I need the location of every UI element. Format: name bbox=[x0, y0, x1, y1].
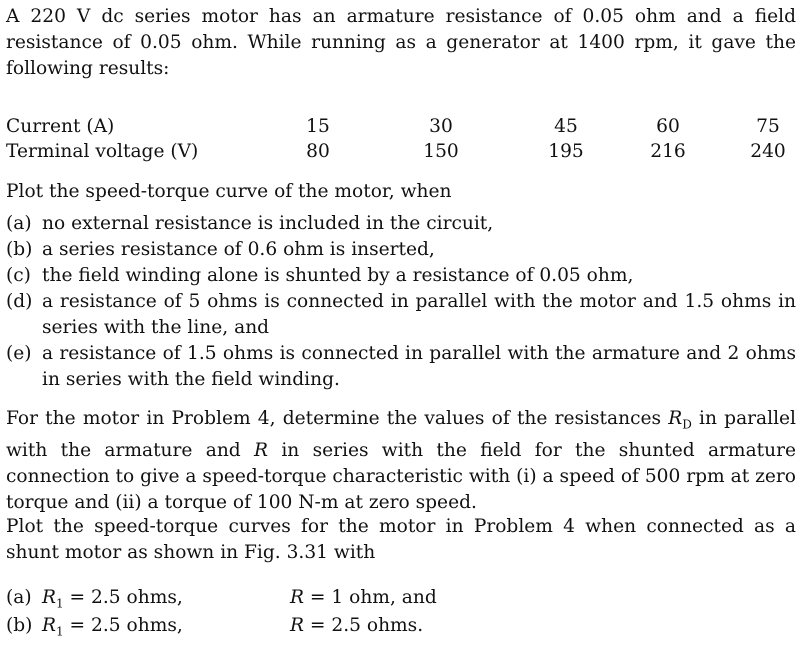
list-marker: (b) bbox=[6, 615, 33, 636]
subscript-1: 1 bbox=[56, 624, 64, 639]
list-marker: (a) bbox=[6, 213, 32, 234]
table-cell: 45 bbox=[554, 116, 578, 137]
symbol-r: R bbox=[668, 408, 683, 429]
text-run: = 2.5 ohms, bbox=[63, 615, 183, 636]
row-label: Current (A) bbox=[6, 116, 115, 137]
list-item-text: no external resistance is included in the circuit, bbox=[42, 213, 494, 234]
list-marker: (b) bbox=[6, 239, 33, 260]
list-item bbox=[6, 237, 796, 263]
symbol-r: R bbox=[290, 587, 304, 608]
list-item bbox=[6, 584, 796, 612]
plot-prompt: Plot the speed-torque curve of the motor, when bbox=[6, 181, 452, 202]
problem-5-text bbox=[6, 406, 796, 516]
option-list bbox=[6, 584, 796, 640]
text-run: in parallel with the armature and bbox=[6, 408, 796, 461]
table-cell: 75 bbox=[756, 116, 780, 137]
subscript-d: D bbox=[682, 417, 692, 432]
list-item bbox=[6, 612, 796, 640]
r1-value bbox=[42, 612, 183, 646]
table-cell: 80 bbox=[306, 141, 330, 162]
text-run: = 2.5 ohms, bbox=[63, 587, 183, 608]
text-run: = 1 ohm, and bbox=[304, 587, 437, 608]
list-item bbox=[6, 341, 796, 393]
symbol-r: R bbox=[254, 439, 269, 461]
list-item-text: a resistance of 1.5 ohms is connected in parallel with the armature and 2 ohms in series with the field winding. bbox=[42, 343, 796, 390]
table-row-voltage bbox=[6, 139, 796, 164]
problem-intro: A 220 V dc series motor has an armature resistance of 0.05 ohm and a field resistance of 0.05 ohm. While running as a generator at 1400 rpm, it gave the following results: bbox=[6, 6, 796, 79]
table-cell: 30 bbox=[429, 116, 453, 137]
table-cell: 240 bbox=[750, 141, 786, 162]
list-marker: (e) bbox=[6, 343, 32, 364]
symbol-r: R bbox=[290, 615, 304, 636]
list-item bbox=[6, 289, 796, 341]
list-marker: (d) bbox=[6, 291, 33, 312]
text-run: in series with the field for the shunted armature connection to give a speed-torque characteristic with (i) a speed of 500 rpm at zero torque and (ii) a torque of 100 N-m at zero speed. bbox=[6, 439, 796, 513]
text-run: = 2.5 ohms. bbox=[304, 615, 424, 636]
table-cell: 15 bbox=[306, 116, 330, 137]
row-label: Terminal voltage (V) bbox=[6, 141, 199, 162]
table-row-current bbox=[6, 114, 796, 139]
problem-6-text: Plot the speed-torque curves for the motor in Problem 4 when connected as a shunt motor as shown in Fig. 3.31 with bbox=[6, 516, 796, 563]
r-value bbox=[290, 584, 437, 612]
list-item-text: a series resistance of 0.6 ohm is inserted, bbox=[42, 239, 435, 260]
table-cell: 60 bbox=[656, 116, 680, 137]
symbol-r: R bbox=[42, 615, 56, 636]
case-list bbox=[6, 211, 796, 393]
list-marker: (c) bbox=[6, 265, 31, 286]
text-run: For the motor in Problem 4, determine the values of the resistances bbox=[6, 408, 669, 429]
table-cell: 216 bbox=[650, 141, 686, 162]
table-cell: 195 bbox=[548, 141, 584, 162]
symbol-r: R bbox=[42, 587, 56, 608]
table-cell: 150 bbox=[423, 141, 459, 162]
list-marker: (a) bbox=[6, 587, 32, 608]
subscript-1: 1 bbox=[56, 596, 64, 611]
r-value bbox=[290, 612, 423, 640]
list-item bbox=[6, 263, 796, 289]
results-table bbox=[6, 114, 796, 164]
list-item bbox=[6, 211, 796, 237]
list-item-text: the field winding alone is shunted by a resistance of 0.05 ohm, bbox=[42, 265, 634, 286]
list-item-text: a resistance of 5 ohms is connected in parallel with the motor and 1.5 ohms in series with the line, and bbox=[42, 291, 796, 338]
